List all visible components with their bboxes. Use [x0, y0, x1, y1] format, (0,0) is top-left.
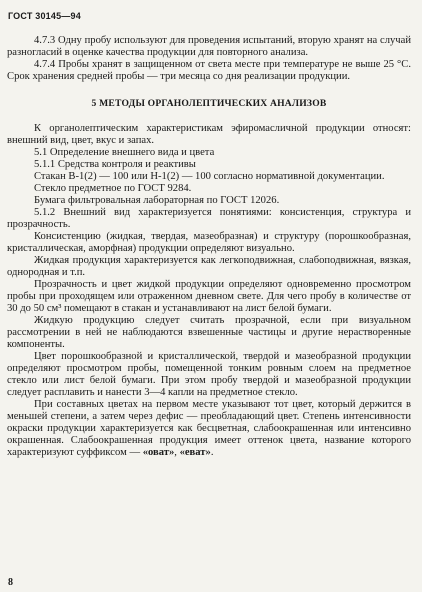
- paragraph-stakan: Стакан В-1(2) — 100 или Н-1(2) — 100 согласно нормативной документации.: [34, 171, 385, 182]
- document-body: [7, 35, 411, 459]
- sostav-end: .: [210, 447, 214, 458]
- paragraph-5-1-1: 5.1.1 Средства контроля и реактивы: [34, 159, 196, 170]
- sostav-separator: ,: [174, 447, 180, 458]
- suffix-ovat: «оват»: [142, 447, 175, 458]
- paragraph-sostavnye-tsveta: [7, 399, 411, 459]
- paragraph-zhidkuyu: Жидкую продукцию следует считать прозрачной, если при визуальном рассмотрении в ней не наблюдаются взвешенные частицы и другие нерастворенные компоненты.: [7, 315, 411, 350]
- paragraph-5-1: 5.1 Определение внешнего вида и цвета: [34, 147, 215, 158]
- paragraph-4-7-3: 4.7.3 Одну пробу используют для проведения испытаний, вторую хранят на случай разногласий в оценке качества продукции для повторного анализа.: [7, 35, 411, 58]
- paragraph-4-7-4: 4.7.4 Пробы хранят в защищенном от света месте при температуре не выше 25 °С. Срок хранения средней пробы — три месяца со дня реализации продукции.: [7, 59, 411, 82]
- paragraph-intro: К органолептическим характеристикам эфиромасличной продукции относят: внешний вид, цвет, вкус и запах.: [7, 123, 411, 146]
- suffix-evat: «еват»: [179, 447, 211, 458]
- paragraph-konsistenciya: Консистенцию (жидкая, твердая, мазеобразная) и структуру (порошкообразная, кристаллическая, аморфная) продукции определяют визуально.: [7, 231, 411, 254]
- paragraph-bumaga: Бумага фильтровальная лабораторная по ГОСТ 12026.: [34, 195, 280, 206]
- paragraph-5-1-2: 5.1.2 Внешний вид характеризуется понятиями: консистенция, структура и прозрачность.: [7, 207, 411, 230]
- page-number: 8: [8, 577, 13, 588]
- paragraph-prozrachnost: Прозрачность и цвет жидкой продукции определяют одновременно просмотром пробы при проходящем или отраженном дневном свете. Для чего пробу в количестве от 30 до 50 см³ помещают в стакан и устанавливают на лист белой бумаги.: [7, 279, 411, 314]
- paragraph-steklo: Стекло предметное по ГОСТ 9284.: [34, 183, 192, 194]
- sostav-text: При составных цветах на первом месте указывают тот цвет, который держится в меньшей степени, а затем через дефис — преобладающий цвет. Степень интенсивности окраски продукции характеризуется как бесцветная, слабоокрашенная или интенсивно окрашенная. Слабоокрашенная продукция имеет оттенок цвета, название которого характеризуют суффиксом —: [7, 399, 411, 458]
- paragraph-zhidkaya: Жидкая продукция характеризуется как легкоподвижная, слабоподвижная, вязкая, однородная и т.п.: [7, 255, 411, 278]
- standard-header: ГОСТ 30145—94: [8, 11, 81, 21]
- section-title: 5 МЕТОДЫ ОРГАНОЛЕПТИЧЕСКИХ АНАЛИЗОВ: [91, 98, 327, 109]
- paragraph-tsvet: Цвет порошкообразной и кристаллической, твердой и мазеобразной продукции определяют просмотром пробы, помещенной тонким ровным слоем на предметное стекло или лист белой бумаги. При этом пробу твердой и мазеобразной продукции следует расплавить и нанести 3—4 капли на предметное стекло.: [7, 351, 411, 398]
